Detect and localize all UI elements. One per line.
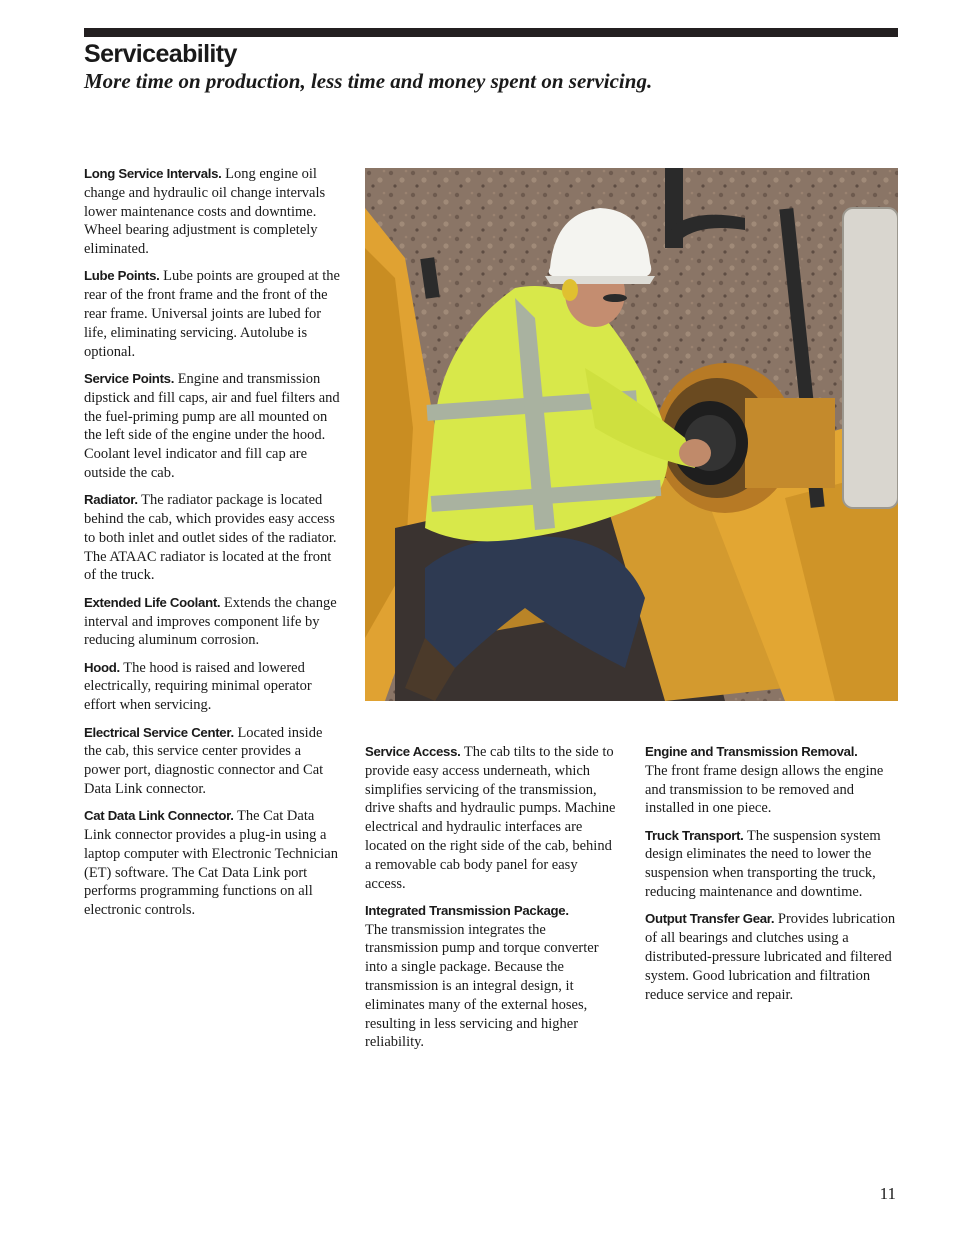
paragraph-lead: Hood. bbox=[84, 659, 120, 675]
paragraph-lead: Engine and Transmission Removal. bbox=[645, 744, 858, 759]
paragraph-lead: Service Points. bbox=[84, 370, 175, 386]
paragraph-radiator bbox=[84, 491, 340, 585]
paragraph-body: The radiator package is located behind the cab, which provides easy access to both inlet and outlet sides of the radiator. The ATAAC radiator is located at the front of the truck. bbox=[84, 492, 337, 584]
paragraph-service-access bbox=[365, 743, 621, 893]
paragraph-body: The suspension system design eliminates the need to lower the suspension when transporting the truck, reducing maintenance and downtime. bbox=[645, 827, 881, 901]
header-rule bbox=[84, 28, 898, 37]
paragraph-lead: Output Transfer Gear. bbox=[645, 911, 775, 927]
paragraph-cat-data-link-connector bbox=[84, 807, 340, 920]
paragraph-body: The cab tilts to the side to provide easy access underneath, which simplifies servicing of the transmission, drive shafts and hydraulic pumps. Machine electrical and hydraulic interfaces are located on the right side of the cab, behind a removable cab body panel for easy access. bbox=[365, 744, 616, 892]
paragraph-lube-points bbox=[84, 267, 340, 361]
paragraph-service-points bbox=[84, 370, 340, 483]
paragraph-lead: Electrical Service Center. bbox=[84, 724, 234, 740]
page-title: Serviceability bbox=[84, 40, 237, 68]
paragraph-truck-transport bbox=[645, 827, 901, 902]
page-number: 11 bbox=[879, 1184, 896, 1203]
paragraph-body: The hood is raised and lowered electrically, requiring minimal operator effort when servicing. bbox=[84, 659, 312, 714]
paragraph-body: Located inside the cab, this service center provides a power port, diagnostic connector and Cat Data Link connector. bbox=[84, 724, 324, 797]
paragraph-lead: Radiator. bbox=[84, 492, 138, 508]
paragraph-lead: Truck Transport. bbox=[645, 827, 744, 843]
paragraph-body: Lube points are grouped at the rear of the front frame and the front of the rear frame. Universal joints are lubed for life, eliminating servicing. Autolube is optional. bbox=[84, 268, 340, 360]
paragraph-lead: Lube Points. bbox=[84, 268, 160, 284]
text-column-middle bbox=[365, 743, 621, 1061]
paragraph-body: Extends the change interval and improves component life by reducing aluminum corrosion. bbox=[84, 594, 337, 649]
technician-servicing-air-filter-photo bbox=[365, 168, 898, 701]
paragraph-output-transfer-gear bbox=[645, 910, 901, 1004]
paragraph-body: The front frame design allows the engine and transmission to be removed and installed in one piece. bbox=[645, 762, 884, 817]
paragraph-long-service-intervals bbox=[84, 165, 340, 259]
paragraph-extended-life-coolant bbox=[84, 594, 340, 650]
paragraph-engine-transmission-removal bbox=[645, 743, 901, 818]
paragraph-lead: Cat Data Link Connector. bbox=[84, 808, 234, 824]
page-subtitle: More time on production, less time and money spent on servicing. bbox=[84, 69, 653, 93]
paragraph-lead: Long Service Intervals. bbox=[84, 166, 222, 181]
paragraph-lead: Integrated Transmission Package. bbox=[365, 902, 569, 918]
text-column-left bbox=[84, 165, 340, 928]
paragraph-lead: Extended Life Coolant. bbox=[84, 594, 221, 610]
paragraph-integrated-transmission-package bbox=[365, 902, 621, 1052]
paragraph-body: The transmission integrates the transmission pump and torque converter into a single package. Because the transmission is an integral design, it eliminates many of the external hoses, resulting in less servicing and higher reliability. bbox=[365, 921, 599, 1051]
paragraph-electrical-service-center bbox=[84, 724, 340, 799]
paragraph-body: Engine and transmission dipstick and fill caps, air and fuel filters and the fuel-priming pump are all mounted on the left side of the engine under the hood. Coolant level indicator and fill cap are outside the cab. bbox=[84, 370, 340, 481]
paragraph-body: Provides lubrication of all bearings and clutches using a distributed-pressure lubricated and filtered system. Good lubrication and filtration reduce service and repair. bbox=[645, 911, 896, 1003]
text-column-right bbox=[645, 743, 901, 1013]
paragraph-body: Long engine oil change and hydraulic oil change intervals lower maintenance costs and downtime. Wheel bearing adjustment is completely eliminated. bbox=[84, 166, 326, 258]
paragraph-hood bbox=[84, 659, 340, 715]
paragraph-lead: Service Access. bbox=[365, 744, 461, 759]
paragraph-body: The Cat Data Link connector provides a plug-in using a laptop computer with Electronic Technician (ET) software. The Cat Data Link port performs programming functions on all electronic controls. bbox=[84, 808, 338, 919]
